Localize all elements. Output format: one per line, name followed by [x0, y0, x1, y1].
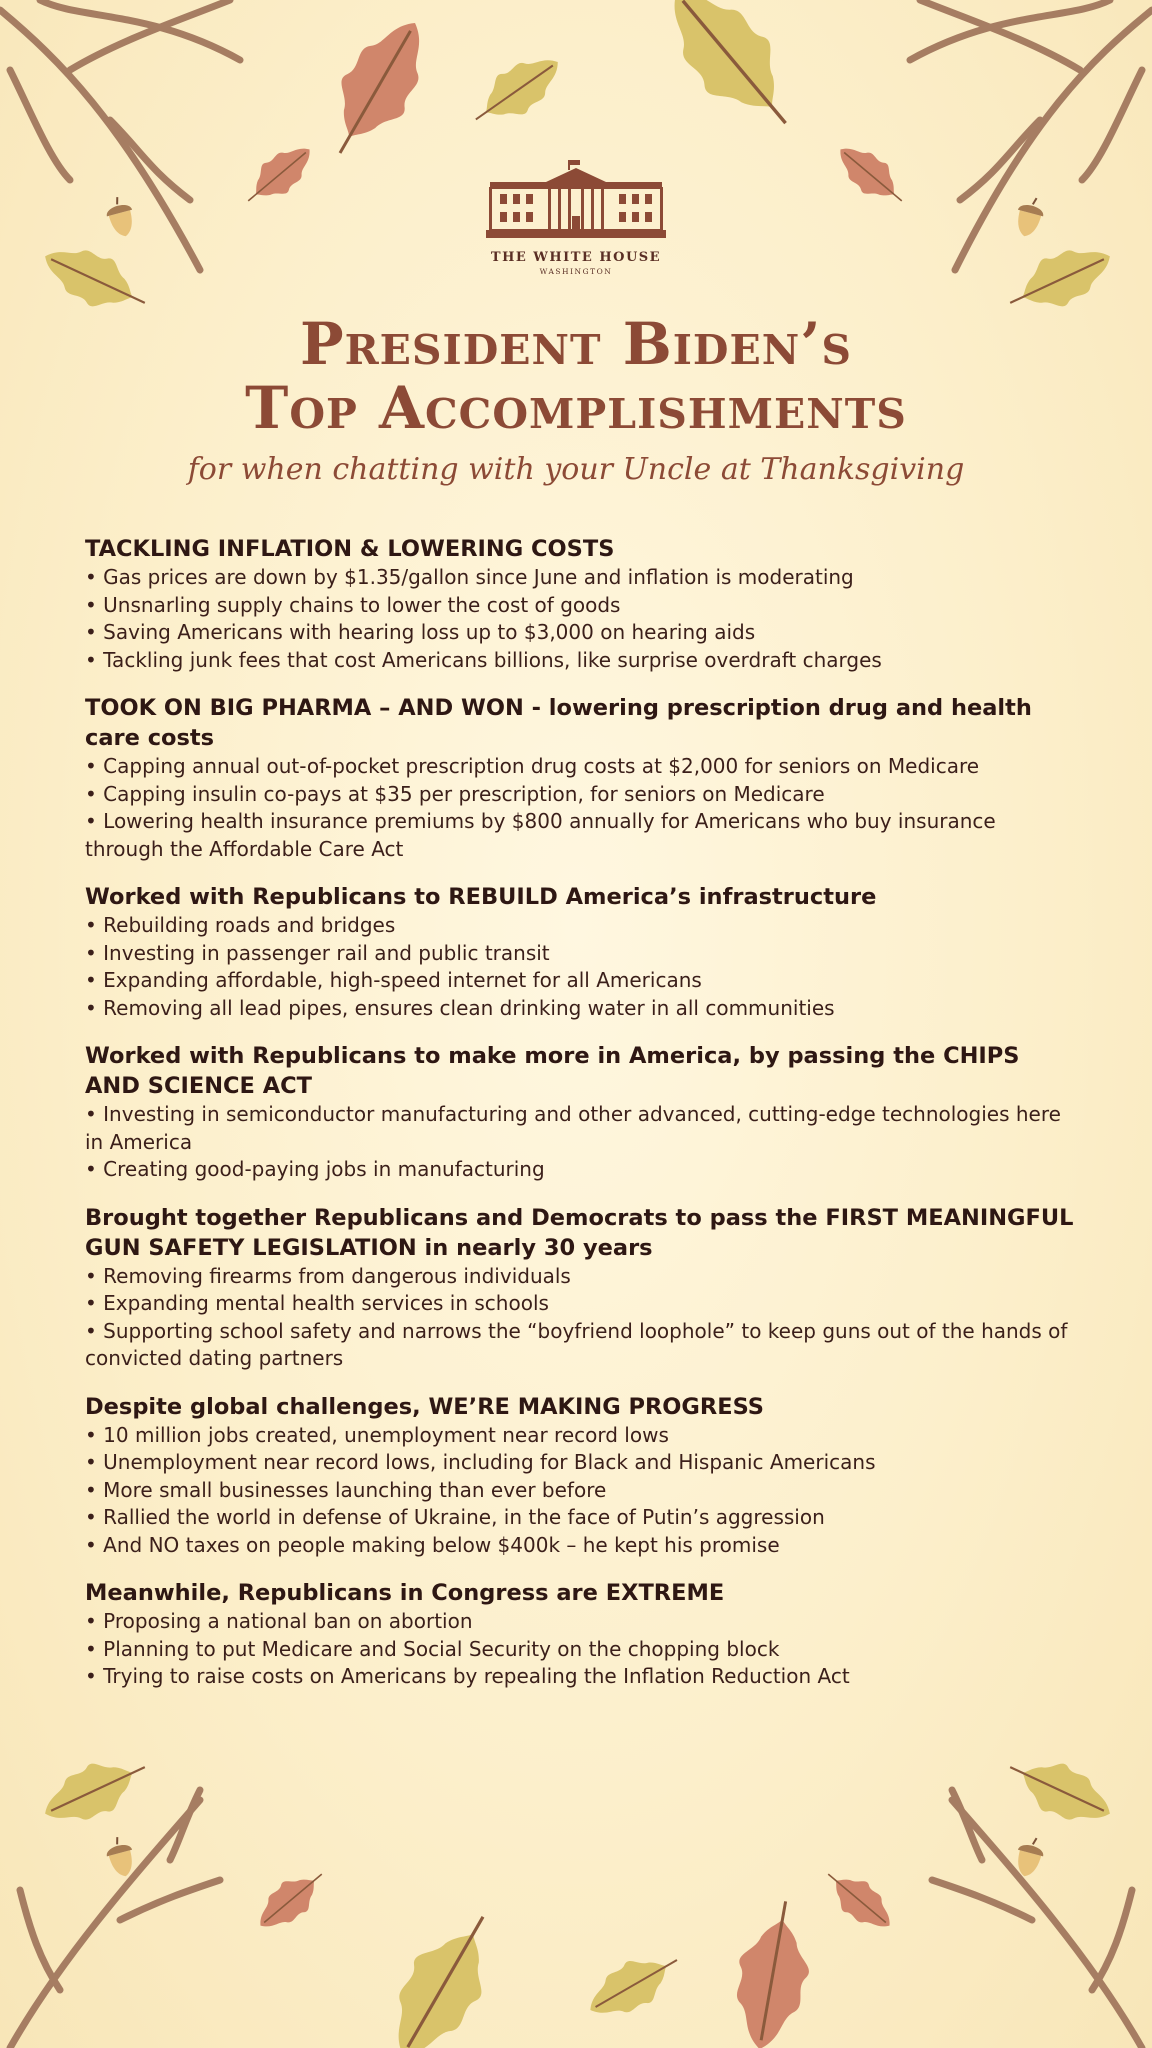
- section-heading: Brought together Republicans and Democrats to pass the FIRST MEANINGFUL GUN SAFETY LEGISLATION in nearly 30 years: [85, 1204, 1074, 1261]
- list-item: • And NO taxes on people making below $400k – he kept his promise: [85, 1532, 780, 1557]
- page-subtitle: for when chatting with your Uncle at Thanksgiving: [187, 452, 965, 487]
- list-item: • Unsnarling supply chains to lower the cost of goods: [85, 592, 621, 617]
- section-heading: Worked with Republicans to REBUILD America’s infrastructure: [85, 884, 877, 910]
- logo-title: THE WHITE HOUSE: [490, 250, 662, 265]
- list-item: • Creating good-paying jobs in manufacturing: [85, 1157, 545, 1181]
- list-item: • 10 million jobs created, unemployment near record lows: [85, 1422, 669, 1447]
- list-item: • Capping insulin co-pays at $35 per prescription, for seniors on Medicare: [85, 781, 825, 806]
- list-item: • Investing in semiconductor manufacturing and other advanced, cutting-edge technologies here in America: [85, 1102, 1061, 1154]
- list-item: • Rallied the world in defense of Ukraine, in the face of Putin’s aggression: [85, 1505, 825, 1529]
- list-item: • Capping annual out-of-pocket prescription drug costs at $2,000 for seniors on Medicare: [85, 754, 980, 778]
- page-title: [0, 312, 1152, 440]
- list-item: • Tackling junk fees that cost Americans billions, like surprise overdraft charges: [85, 647, 882, 672]
- title-line-2: Top Accomplishments: [245, 374, 907, 442]
- list-item: • Expanding mental health services in schools: [85, 1291, 549, 1315]
- section-heading: Worked with Republicans to make more in America, by passing the CHIPS AND SCIENCE ACT: [85, 1043, 1020, 1099]
- section-heading: Despite global challenges, WE’RE MAKING PROGRESS: [85, 1393, 764, 1420]
- list-item: • Expanding affordable, high-speed internet for all Americans: [85, 968, 702, 992]
- section-republicans-extreme: [85, 1578, 1075, 1691]
- title-line-1: President Biden’s: [300, 310, 852, 378]
- list-item: • Rebuilding roads and bridges: [85, 913, 396, 937]
- section-heading: Meanwhile, Republicans in Congress are EXTREME: [85, 1580, 725, 1606]
- section-inflation: [85, 534, 1075, 674]
- list-item: • Lowering health insurance premiums by $800 annually for Americans who buy insurance through the Affordable Care Act: [85, 809, 996, 861]
- section-infrastructure: [85, 882, 1075, 1022]
- list-item: • Supporting school safety and narrows the “boyfriend loophole” to keep guns out of the hands of convicted dating partners: [85, 1318, 1068, 1370]
- list-item: • Trying to raise costs on Americans by repealing the Inflation Reduction Act: [85, 1664, 850, 1688]
- list-item: • Investing in passenger rail and public transit: [85, 940, 550, 965]
- white-house-icon: [486, 160, 666, 240]
- section-big-pharma: [85, 693, 1075, 863]
- section-chips-act: [85, 1041, 1075, 1184]
- list-item: • Proposing a national ban on abortion: [85, 1609, 473, 1633]
- list-item: • Saving Americans with hearing loss up to $3,000 on hearing aids: [85, 620, 756, 644]
- logo-subtitle: WASHINGTON: [539, 267, 613, 276]
- accomplishments-list: [85, 534, 1075, 1710]
- white-house-logo: [0, 160, 1152, 276]
- list-item: • More small businesses launching than ever before: [85, 1477, 607, 1502]
- list-item: • Planning to put Medicare and Social Security on the chopping block: [85, 1636, 780, 1661]
- section-progress: [85, 1392, 1075, 1560]
- list-item: • Gas prices are down by $1.35/gallon since June and inflation is moderating: [85, 565, 854, 589]
- section-gun-safety: [85, 1203, 1075, 1373]
- section-heading: TACKLING INFLATION & LOWERING COSTS: [85, 536, 615, 562]
- list-item: • Unemployment near record lows, including for Black and Hispanic Americans: [85, 1450, 876, 1474]
- section-heading: TOOK ON BIG PHARMA – AND WON - lowering prescription drug and health care costs: [85, 695, 1032, 751]
- list-item: • Removing firearms from dangerous individuals: [85, 1263, 571, 1288]
- list-item: • Removing all lead pipes, ensures clean drinking water in all communities: [85, 995, 835, 1020]
